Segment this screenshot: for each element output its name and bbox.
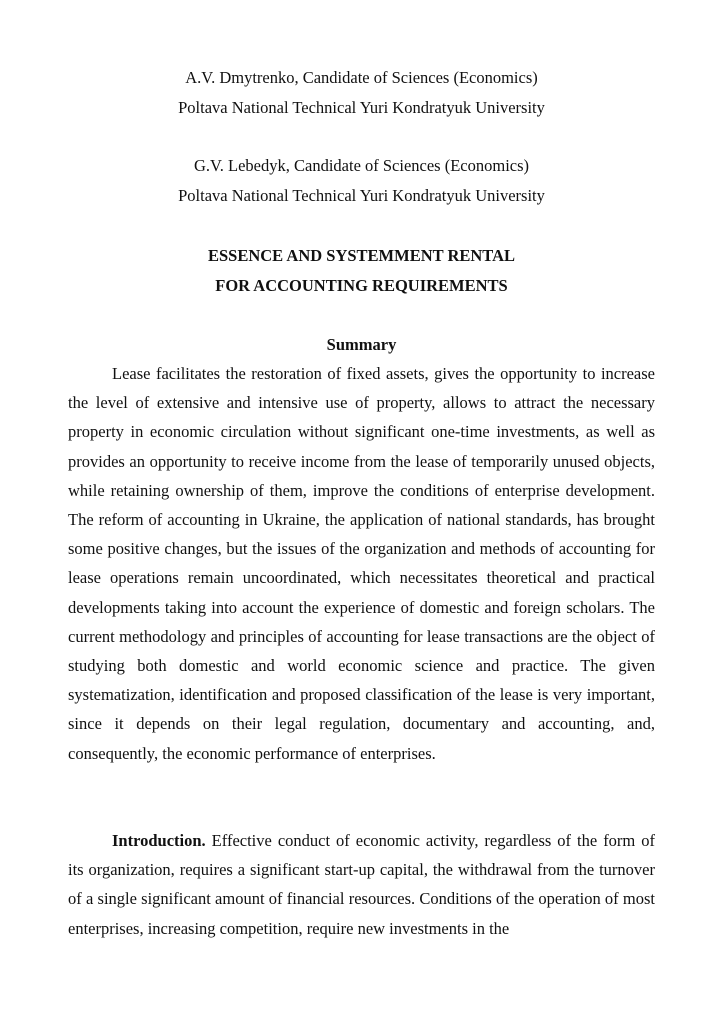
author-1-name: A.V. Dmytrenko, Candidate of Sciences (Economics) [185,68,538,87]
introduction-text: Effective conduct of economic activity, regardless of the form of its organization, requires a significant start-up capital, the withdrawal from the turnover of a single significant amount of financial resources. Conditions of the operation of most enterprises, increasing competition, require new investments in the [68,831,655,938]
author-2-affiliation: Poltava National Technical Yuri Kondratyuk University [178,186,545,205]
author-1-affiliation: Poltava National Technical Yuri Kondratyuk University [178,98,545,117]
introduction-body [68,826,655,943]
summary-body [68,359,655,768]
introduction-label: Introduction. [112,831,206,850]
paper-title-line-1: ESSENCE AND SYSTEMMENT RENTAL [207,246,515,265]
introduction-paragraph [68,826,655,943]
author-2-name: G.V. Lebedyk, Candidate of Sciences (Economics) [193,156,530,175]
summary-heading: Summary [326,335,397,354]
summary-paragraph: Lease facilitates the restoration of fixed assets, gives the opportunity to increase the level of extensive and intensive use of property, allows to attract the necessary property in economic circulation without significant one-time investments, as well as provides an opportunity to receive income from the lease of temporarily unused objects, while retaining ownership of them, improve the conditions of enterprise development. The reform of accounting in Ukraine, the application of national standards, has brought some positive changes, but the issues of the organization and methods of accounting for lease operations remain uncoordinated, which necessitates theoretical and practical developments taking into account the experience of domestic and foreign scholars. The current methodology and principles of accounting for lease transactions are the object of studying both domestic and world economic science and practice. The given systematization, identification and proposed classification of the lease is very important, since it depends on their legal regulation, documentary and accounting, and, consequently, the economic performance of enterprises. [68,364,655,763]
paper-title-line-2: FOR ACCOUNTING REQUIREMENTS [215,276,508,295]
